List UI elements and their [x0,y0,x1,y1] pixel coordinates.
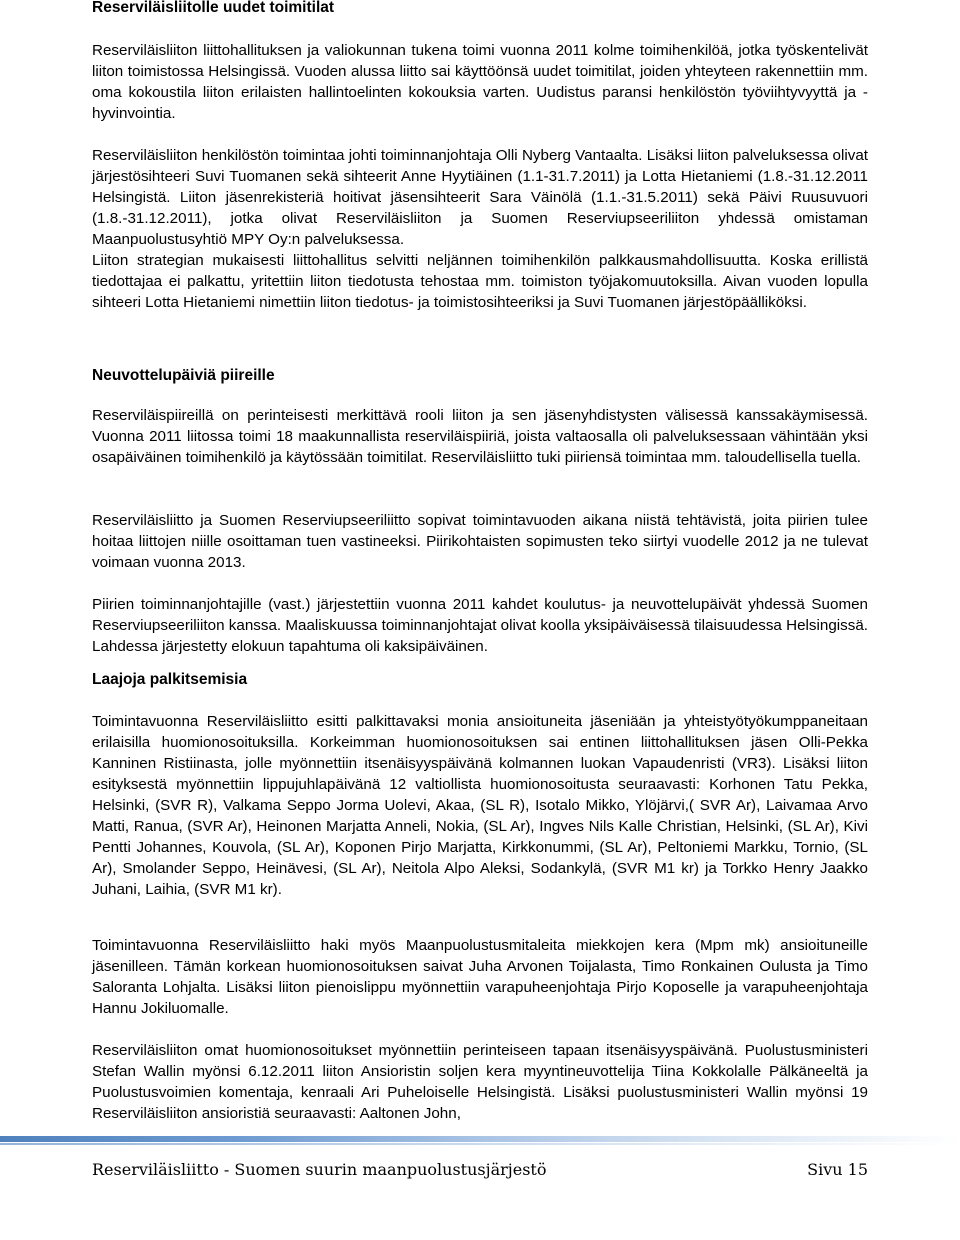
paragraph: Reserviläisliiton omat huomionosoitukset myönnettiin perinteiseen tapaan itsenäisyyspäivänä. Puolustusministeri Stefan Wallin myönsi 6.12.2011 liiton Ansioristin soljen kera myyntineuvottelija Tiina Kokkolalle Pälkäneeltä ja Puolustusvoimien komentaja, kenraali Ari Puheloiselle Helsingistä. Lisäksi puolustusministeri Wallin myönsi 19 Reserviläisliiton ansioristiä seuraavasti: Aaltonen John, [92,1042,868,1122]
paragraph: Toimintavuonna Reserviläisliitto esitti palkittavaksi monia ansioituneita jäseniään ja yhteistyötyökumppaneitaan erilaisilla huomionosoituksilla. Korkeimman huomionosoituksen sai entinen liittohallituksen jäsen Olli-Pekka Kanninen Ristiinasta, jolle myönnettiin itsenäisyyspäivänä kolmannen luokan Vapaudenristi (VR3). Lisäksi liiton esityksestä myönnettiin lippujuhlapäivänä 12 valtiollista huomionosoitusta seuraavasti: Korhonen Tatu Pekka, Helsinki, (SVR R), Valkama Seppo Jorma Uolevi, Akaa, (SL R), Isotalo Mikko, Ylöjärvi,( SVR Ar), Laivamaa Arvo Matti, Ranua, (SVR Ar), Heinonen Marjatta Anneli, Nokia, (SL Ar), Ingves Nils Kalle Christian, Helsinki, (SL Ar), Kivi Pentti Johannes, Kouvola, (SL Ar), Koponen Pirjo Marjatta, Kirkkonummi, (SL Ar), Peltoniemi Markku, Tornio, (SL Ar), Smolander Seppo, Heinävesi, (SL Ar), Neitola Alpo Aleksi, Sodankylä, (SVR M1 kr) ja Torkko Henry Jaakko Juhani, Laihia, (SVR M1 kr). [92,713,868,898]
section-title: Neuvottelupäiviä piireille [92,367,275,384]
footer-title: Reserviläisliitto - Suomen suurin maanpuolustusjärjestö [92,1160,547,1179]
section-title: Reserviläisliitolle uudet toimitilat [92,0,335,16]
paragraph: Toimintavuonna Reserviläisliitto haki myös Maanpuolustusmitaleita miekkojen kera (Mpm mk) ansioituneille jäsenilleen. Tämän korkean huomionosoituksen saivat Juha Arvonen Toijalasta, Timo Ronkainen Oulusta ja Timo Saloranta Lohjalta. Lisäksi liiton pienoislippu myönnettiin varapuheenjohtaja Pirjo Koposelle ja varapuheenjohtaja Hannu Jokiluomalle. [92,937,868,1017]
paragraph: Piirien toiminnanjohtajille (vast.) järjestettiin vuonna 2011 kahdet koulutus- ja neuvottelupäivät yhdessä Suomen Reserviupseeriliiton kanssa. Maaliskuussa toiminnanjohtajat olivat koolla yksipäiväisessä tilaisuudessa Helsingissä. Lahdessa järjestetty elokuun tapahtuma oli kaksipäiväinen. [92,596,868,655]
paragraph: Reserviläisliiton henkilöstön toimintaa johti toiminnanjohtaja Olli Nyberg Vantaalta. Lisäksi liiton palveluksessa olivat järjestösihteeri Suvi Tuomanen sekä sihteerit Anne Hyytiäinen (1.1-31.7.2011) ja Lotta Hietaniemi (1.8.-31.12.2011 Helsingistä. Liiton jäsenrekisteriä hoitivat jäsensihteerit Sara Väinölä (1.1.-31.5.2011) sekä Päivi Ruusuvuori (1.8.-31.12.2011), jotka olivat Reserviläisliiton ja Suomen Reserviupseeriliiton yhdessä omistaman Maanpuolustusyhtiö MPY Oy:n palveluksessa. [92,147,868,248]
paragraph: Reserviläisliiton liittohallituksen ja valiokunnan tukena toimi vuonna 2011 kolme toimihenkilöä, jotka työskentelivät liiton toimistossa Helsingissä. Vuoden alussa liitto sai käyttöönsä uudet toimitilat, joiden yhteyteen rakennettiin mm. oma kokoustila liiton erilaisten hallintoelinten kokouksia varten. Uudistus paransi henkilöstön työviihtyvyyttä ja -hyvinvointia. [92,42,868,122]
paragraph: Reserviläispiireillä on perinteisesti merkittävä rooli liiton ja sen jäsenyhdistysten välisessä kanssakäymisessä. Vuonna 2011 liitossa toimi 18 maakunnallista reserviläispiiriä, joista valtaosalla oli palveluksessaan vähintään yksi osapäiväinen toimihenkilö ja käytössään toimitilat. Reserviläisliitto tuki piiriensä toimintaa mm. taloudellisella tuella. [92,407,868,466]
section-title: Laajoja palkitsemisia [92,671,248,688]
paragraph: Liiton strategian mukaisesti liittohallitus selvitti neljännen toimihenkilön palkkausmahdollisuutta. Koska erillistä tiedottajaa ei palkattu, yritettiin liiton tiedotusta tehostaa mm. toimiston työjakomuutoksilla. Aivan vuoden lopulla sihteeri Lotta Hietaniemi nimettiin liiton tiedotus- ja toimistosihteeriksi ja Suvi Tuomanen järjestöpäälliköksi. [92,252,868,311]
footer-rule [0,1136,960,1142]
footer-rule-thin [0,1143,960,1145]
paragraph: Reserviläisliitto ja Suomen Reserviupseeriliitto sopivat toimintavuoden aikana niistä tehtävistä, joita piirien tulee hoitaa liittojen niille osoittaman tuen vastineeksi. Piirikohtaisten sopimusten teko siirtyi vuodelle 2012 ja ne tulevat voimaan vuonna 2013. [92,512,868,571]
page-number: Sivu 15 [807,1160,868,1179]
page-footer [92,1160,868,1179]
